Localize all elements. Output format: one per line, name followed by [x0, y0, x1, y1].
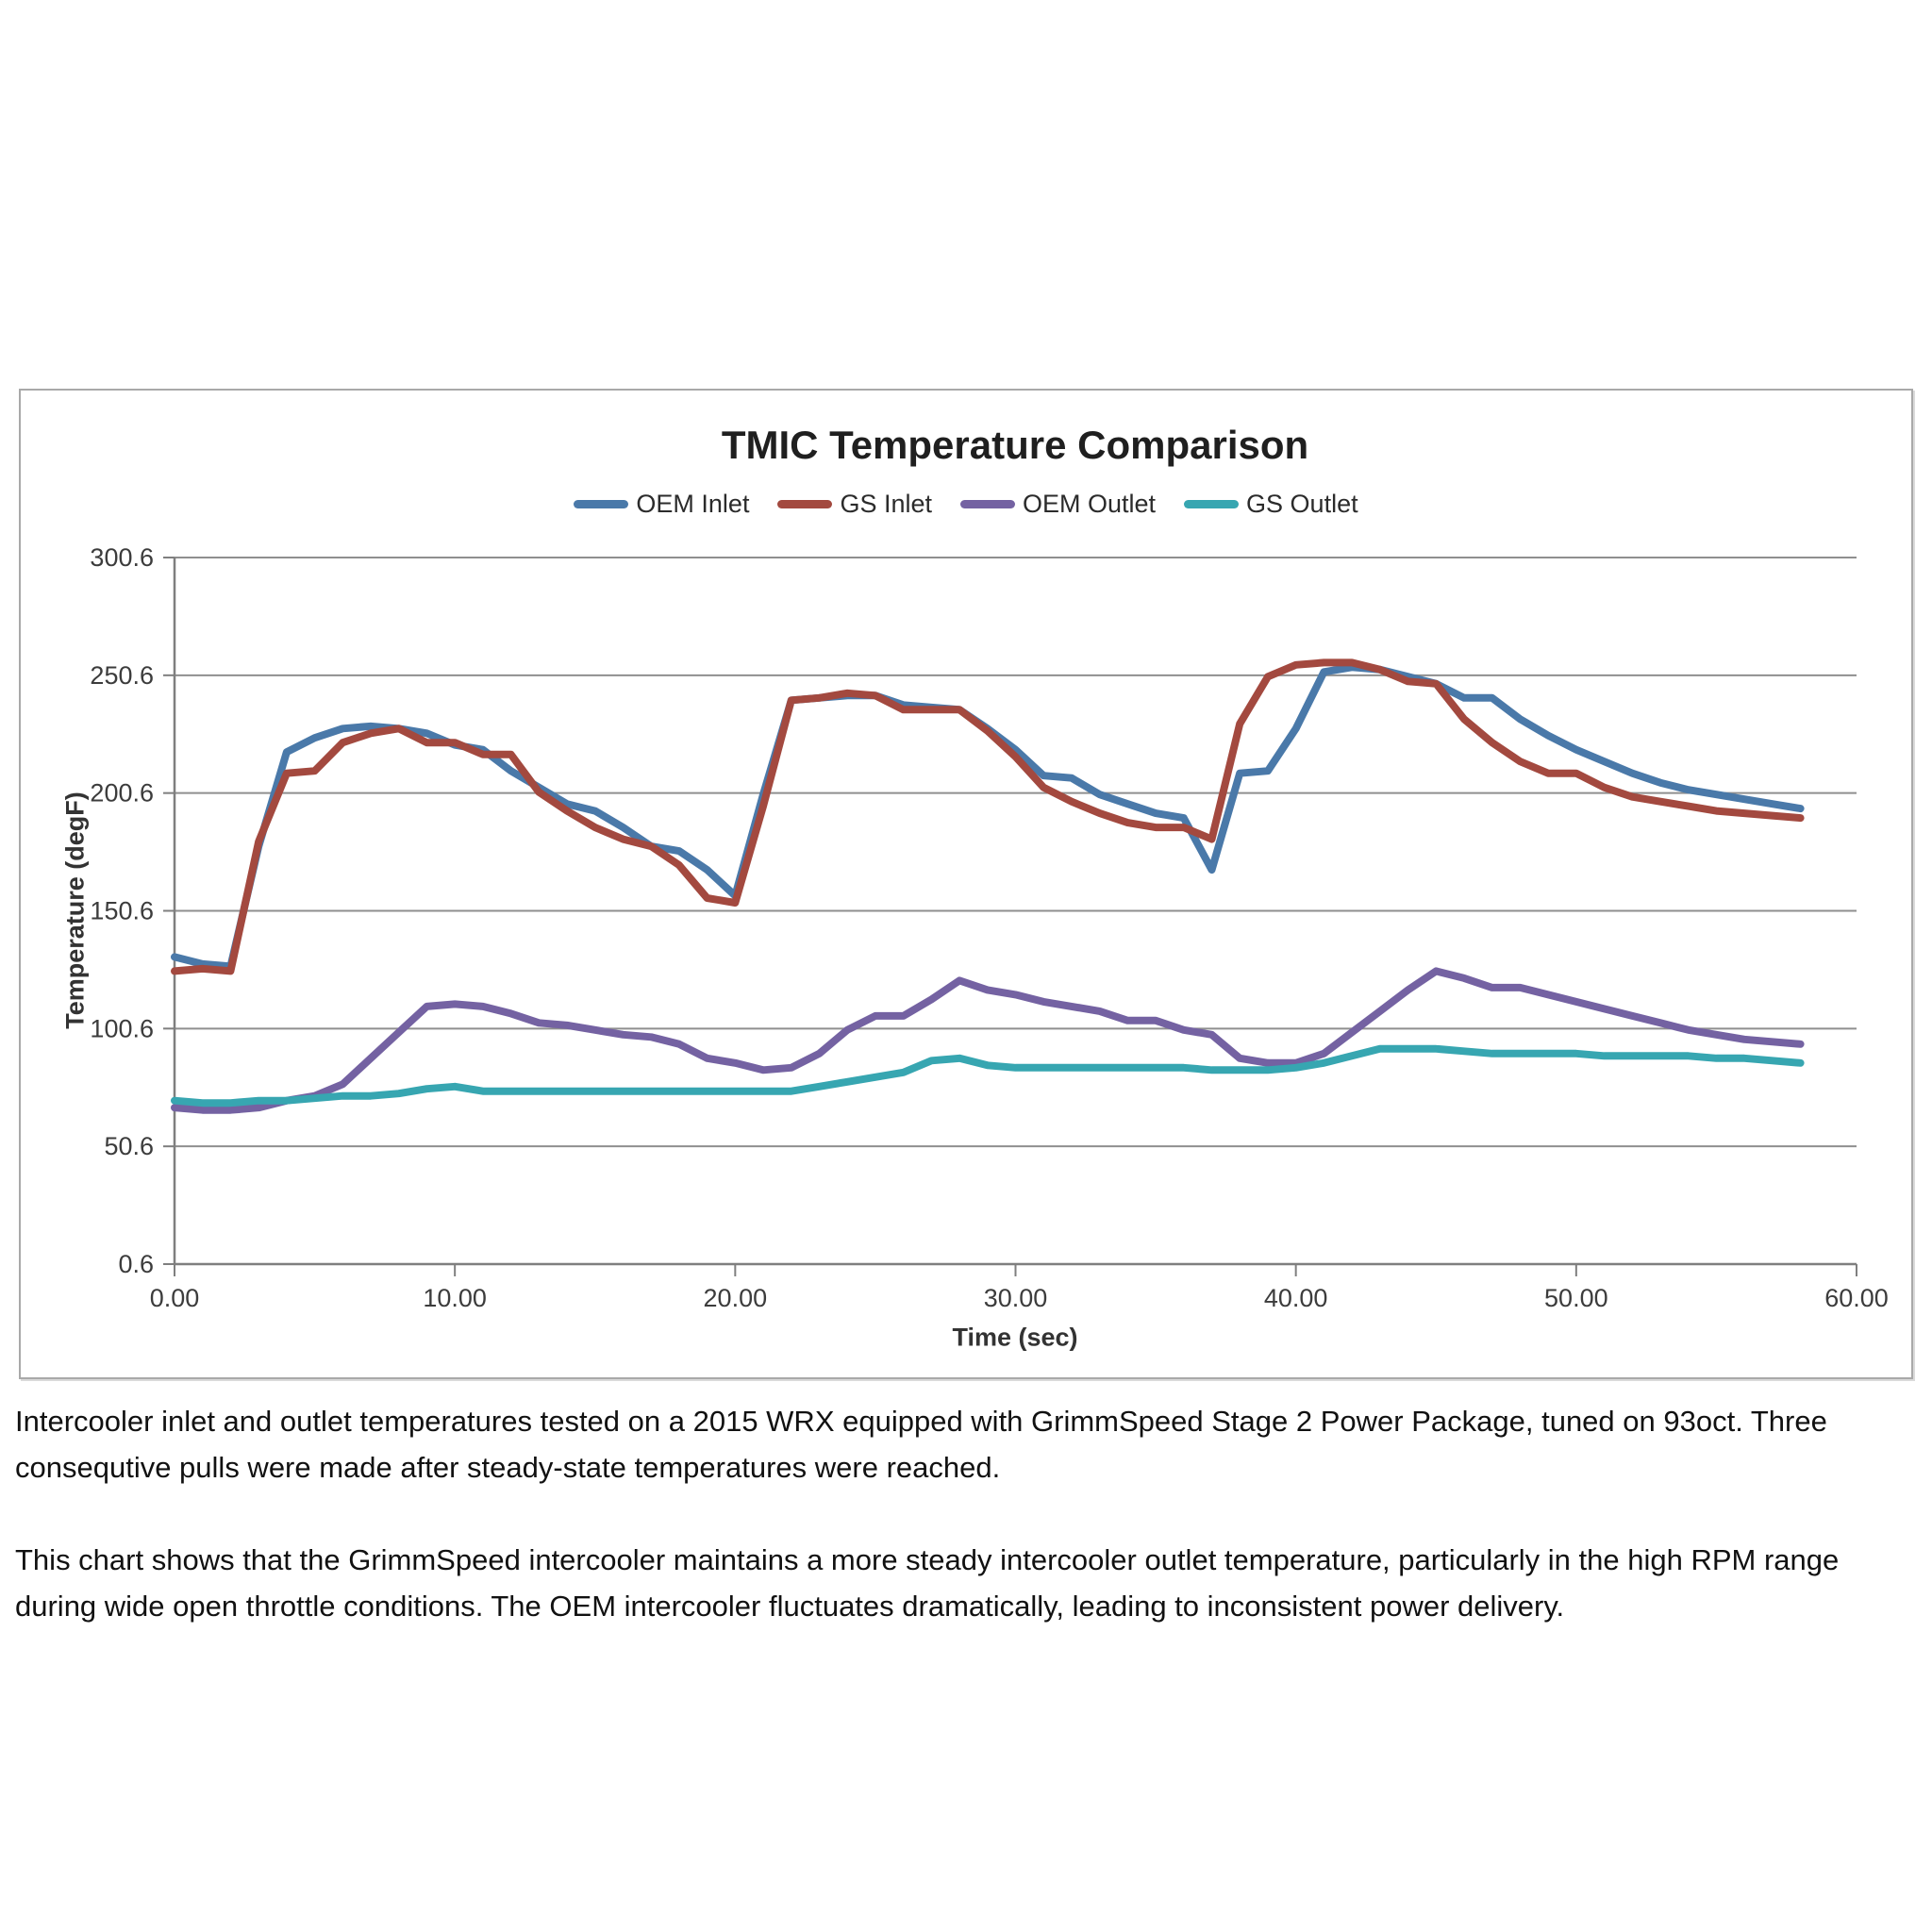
- x-tick-label: 30.00: [983, 1284, 1048, 1312]
- y-tick-label: 150.6: [90, 896, 154, 925]
- x-axis-title: Time (sec): [952, 1323, 1078, 1352]
- legend-label: GS Outlet: [1246, 489, 1358, 518]
- caption-paragraph-1: Intercooler inlet and outlet temperatures tested on a 2015 WRX equipped with GrimmSpeed Stage 2 Power Package, tuned on 93oct. Three consequtive pulls were made after steady-state temperatures were reached.: [15, 1405, 1827, 1484]
- x-tick-label: 40.00: [1263, 1284, 1328, 1312]
- caption-paragraph-2: This chart shows that the GrimmSpeed intercooler maintains a more steady intercooler outlet temperature, particularly in the high RPM range during wide open throttle conditions. The OEM intercooler fluctuates dramatically, leading to inconsistent power delivery.: [15, 1543, 1840, 1623]
- legend-label: OEM Inlet: [636, 489, 750, 518]
- caption: [15, 1398, 1915, 1629]
- x-tick-label: 50.00: [1544, 1284, 1608, 1312]
- x-tick-label: 10.00: [423, 1284, 487, 1312]
- legend-label: GS Inlet: [840, 489, 932, 518]
- series-line-gs-inlet: [175, 662, 1801, 971]
- chart-container: [19, 389, 1913, 1379]
- x-tick-label: 0.00: [149, 1284, 200, 1312]
- x-tick-label: 20.00: [703, 1284, 768, 1312]
- y-tick-label: 0.6: [118, 1250, 154, 1278]
- x-tick-label: 60.00: [1824, 1284, 1889, 1312]
- y-tick-label: 50.6: [104, 1132, 154, 1161]
- legend-label: OEM Outlet: [1023, 489, 1157, 518]
- y-tick-label: 100.6: [90, 1014, 154, 1043]
- chart-title: TMIC Temperature Comparison: [721, 423, 1309, 467]
- series-line-gs-outlet: [175, 1049, 1801, 1103]
- y-tick-label: 250.6: [90, 660, 154, 690]
- y-axis-title: Temperature (degF): [60, 791, 90, 1029]
- plot-area: [21, 391, 1911, 1377]
- y-tick-label: 200.6: [90, 778, 154, 808]
- y-tick-label: 300.6: [90, 543, 154, 572]
- series-line-oem-inlet: [175, 667, 1801, 966]
